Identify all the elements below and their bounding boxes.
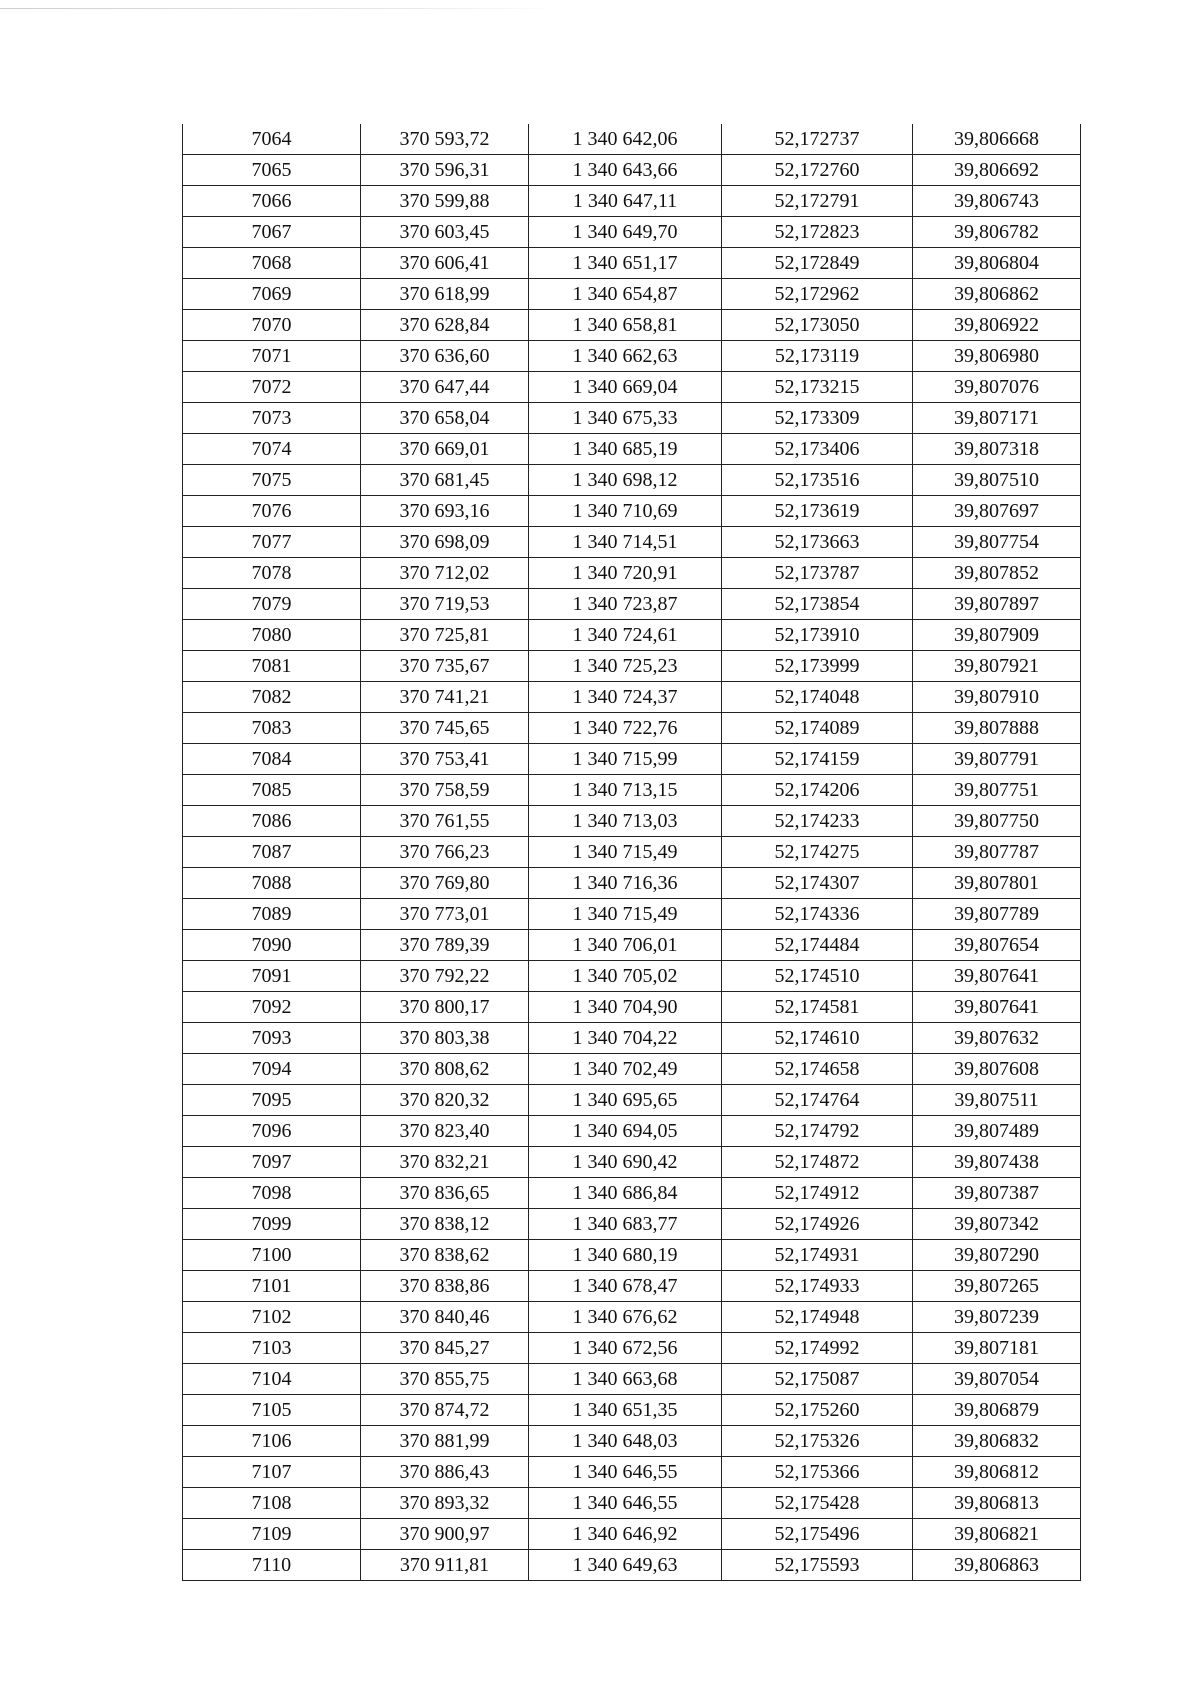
y-coordinate-cell: 1 340 706,01 xyxy=(529,930,722,961)
point-number-cell: 7092 xyxy=(183,992,361,1023)
y-coordinate-cell: 1 340 649,70 xyxy=(529,217,722,248)
longitude-cell: 39,807751 xyxy=(913,775,1081,806)
point-number-cell: 7102 xyxy=(183,1302,361,1333)
point-number-cell: 7087 xyxy=(183,837,361,868)
point-number-cell: 7077 xyxy=(183,527,361,558)
y-coordinate-cell: 1 340 715,49 xyxy=(529,837,722,868)
latitude-cell: 52,174764 xyxy=(722,1085,913,1116)
longitude-cell: 39,807054 xyxy=(913,1364,1081,1395)
x-coordinate-cell: 370 741,21 xyxy=(361,682,529,713)
point-number-cell: 7074 xyxy=(183,434,361,465)
x-coordinate-cell: 370 845,27 xyxy=(361,1333,529,1364)
table-row xyxy=(183,279,1081,310)
table-row xyxy=(183,434,1081,465)
latitude-cell: 52,175087 xyxy=(722,1364,913,1395)
y-coordinate-cell: 1 340 714,51 xyxy=(529,527,722,558)
y-coordinate-cell: 1 340 713,15 xyxy=(529,775,722,806)
point-number-cell: 7088 xyxy=(183,868,361,899)
y-coordinate-cell: 1 340 695,65 xyxy=(529,1085,722,1116)
x-coordinate-cell: 370 792,22 xyxy=(361,961,529,992)
latitude-cell: 52,173910 xyxy=(722,620,913,651)
point-number-cell: 7107 xyxy=(183,1457,361,1488)
longitude-cell: 39,807076 xyxy=(913,372,1081,403)
point-number-cell: 7101 xyxy=(183,1271,361,1302)
x-coordinate-cell: 370 808,62 xyxy=(361,1054,529,1085)
x-coordinate-cell: 370 886,43 xyxy=(361,1457,529,1488)
longitude-cell: 39,806863 xyxy=(913,1550,1081,1581)
x-coordinate-cell: 370 606,41 xyxy=(361,248,529,279)
table-row xyxy=(183,1085,1081,1116)
longitude-cell: 39,806980 xyxy=(913,341,1081,372)
scan-edge-mark xyxy=(0,8,560,9)
point-number-cell: 7097 xyxy=(183,1147,361,1178)
latitude-cell: 52,174610 xyxy=(722,1023,913,1054)
point-number-cell: 7096 xyxy=(183,1116,361,1147)
x-coordinate-cell: 370 681,45 xyxy=(361,465,529,496)
point-number-cell: 7080 xyxy=(183,620,361,651)
latitude-cell: 52,174206 xyxy=(722,775,913,806)
y-coordinate-cell: 1 340 685,19 xyxy=(529,434,722,465)
point-number-cell: 7078 xyxy=(183,558,361,589)
latitude-cell: 52,174948 xyxy=(722,1302,913,1333)
latitude-cell: 52,174233 xyxy=(722,806,913,837)
x-coordinate-cell: 370 735,67 xyxy=(361,651,529,682)
x-coordinate-cell: 370 773,01 xyxy=(361,899,529,930)
table-row xyxy=(183,651,1081,682)
longitude-cell: 39,807318 xyxy=(913,434,1081,465)
point-number-cell: 7103 xyxy=(183,1333,361,1364)
y-coordinate-cell: 1 340 676,62 xyxy=(529,1302,722,1333)
latitude-cell: 52,174933 xyxy=(722,1271,913,1302)
latitude-cell: 52,173854 xyxy=(722,589,913,620)
latitude-cell: 52,175326 xyxy=(722,1426,913,1457)
table-row xyxy=(183,775,1081,806)
latitude-cell: 52,174484 xyxy=(722,930,913,961)
longitude-cell: 39,806743 xyxy=(913,186,1081,217)
latitude-cell: 52,174926 xyxy=(722,1209,913,1240)
x-coordinate-cell: 370 803,38 xyxy=(361,1023,529,1054)
table-row xyxy=(183,1023,1081,1054)
x-coordinate-cell: 370 855,75 xyxy=(361,1364,529,1395)
x-coordinate-cell: 370 647,44 xyxy=(361,372,529,403)
x-coordinate-cell: 370 758,59 xyxy=(361,775,529,806)
table-row xyxy=(183,589,1081,620)
longitude-cell: 39,807697 xyxy=(913,496,1081,527)
longitude-cell: 39,807888 xyxy=(913,713,1081,744)
y-coordinate-cell: 1 340 658,81 xyxy=(529,310,722,341)
y-coordinate-cell: 1 340 710,69 xyxy=(529,496,722,527)
table-row xyxy=(183,620,1081,651)
y-coordinate-cell: 1 340 715,49 xyxy=(529,899,722,930)
y-coordinate-cell: 1 340 663,68 xyxy=(529,1364,722,1395)
y-coordinate-cell: 1 340 690,42 xyxy=(529,1147,722,1178)
longitude-cell: 39,807909 xyxy=(913,620,1081,651)
x-coordinate-cell: 370 761,55 xyxy=(361,806,529,837)
table-row xyxy=(183,1116,1081,1147)
table-row xyxy=(183,837,1081,868)
latitude-cell: 52,173215 xyxy=(722,372,913,403)
longitude-cell: 39,806922 xyxy=(913,310,1081,341)
table-row xyxy=(183,496,1081,527)
y-coordinate-cell: 1 340 686,84 xyxy=(529,1178,722,1209)
longitude-cell: 39,806821 xyxy=(913,1519,1081,1550)
y-coordinate-cell: 1 340 722,76 xyxy=(529,713,722,744)
y-coordinate-cell: 1 340 646,55 xyxy=(529,1457,722,1488)
table-row xyxy=(183,248,1081,279)
table-row xyxy=(183,1147,1081,1178)
y-coordinate-cell: 1 340 648,03 xyxy=(529,1426,722,1457)
table-row xyxy=(183,806,1081,837)
x-coordinate-cell: 370 800,17 xyxy=(361,992,529,1023)
point-number-cell: 7071 xyxy=(183,341,361,372)
longitude-cell: 39,807265 xyxy=(913,1271,1081,1302)
table-row xyxy=(183,1426,1081,1457)
latitude-cell: 52,174931 xyxy=(722,1240,913,1271)
y-coordinate-cell: 1 340 724,37 xyxy=(529,682,722,713)
longitude-cell: 39,806879 xyxy=(913,1395,1081,1426)
y-coordinate-cell: 1 340 683,77 xyxy=(529,1209,722,1240)
y-coordinate-cell: 1 340 680,19 xyxy=(529,1240,722,1271)
longitude-cell: 39,807290 xyxy=(913,1240,1081,1271)
x-coordinate-cell: 370 599,88 xyxy=(361,186,529,217)
x-coordinate-cell: 370 874,72 xyxy=(361,1395,529,1426)
y-coordinate-cell: 1 340 724,61 xyxy=(529,620,722,651)
table-row xyxy=(183,961,1081,992)
point-number-cell: 7083 xyxy=(183,713,361,744)
point-number-cell: 7084 xyxy=(183,744,361,775)
longitude-cell: 39,807789 xyxy=(913,899,1081,930)
point-number-cell: 7098 xyxy=(183,1178,361,1209)
longitude-cell: 39,807511 xyxy=(913,1085,1081,1116)
point-number-cell: 7104 xyxy=(183,1364,361,1395)
point-number-cell: 7073 xyxy=(183,403,361,434)
latitude-cell: 52,174275 xyxy=(722,837,913,868)
latitude-cell: 52,172849 xyxy=(722,248,913,279)
x-coordinate-cell: 370 838,62 xyxy=(361,1240,529,1271)
longitude-cell: 39,807897 xyxy=(913,589,1081,620)
x-coordinate-cell: 370 766,23 xyxy=(361,837,529,868)
latitude-cell: 52,174992 xyxy=(722,1333,913,1364)
latitude-cell: 52,175593 xyxy=(722,1550,913,1581)
point-number-cell: 7089 xyxy=(183,899,361,930)
table-row xyxy=(183,1302,1081,1333)
point-number-cell: 7094 xyxy=(183,1054,361,1085)
y-coordinate-cell: 1 340 654,87 xyxy=(529,279,722,310)
x-coordinate-cell: 370 823,40 xyxy=(361,1116,529,1147)
x-coordinate-cell: 370 753,41 xyxy=(361,744,529,775)
table-row xyxy=(183,713,1081,744)
x-coordinate-cell: 370 838,12 xyxy=(361,1209,529,1240)
y-coordinate-cell: 1 340 715,99 xyxy=(529,744,722,775)
table-row xyxy=(183,930,1081,961)
longitude-cell: 39,807921 xyxy=(913,651,1081,682)
latitude-cell: 52,175366 xyxy=(722,1457,913,1488)
table-row xyxy=(183,527,1081,558)
y-coordinate-cell: 1 340 647,11 xyxy=(529,186,722,217)
x-coordinate-cell: 370 820,32 xyxy=(361,1085,529,1116)
longitude-cell: 39,806782 xyxy=(913,217,1081,248)
latitude-cell: 52,173050 xyxy=(722,310,913,341)
point-number-cell: 7090 xyxy=(183,930,361,961)
latitude-cell: 52,174089 xyxy=(722,713,913,744)
table-row xyxy=(183,341,1081,372)
point-number-cell: 7065 xyxy=(183,155,361,186)
longitude-cell: 39,807750 xyxy=(913,806,1081,837)
table-row xyxy=(183,899,1081,930)
point-number-cell: 7099 xyxy=(183,1209,361,1240)
y-coordinate-cell: 1 340 649,63 xyxy=(529,1550,722,1581)
x-coordinate-cell: 370 911,81 xyxy=(361,1550,529,1581)
y-coordinate-cell: 1 340 705,02 xyxy=(529,961,722,992)
x-coordinate-cell: 370 745,65 xyxy=(361,713,529,744)
x-coordinate-cell: 370 693,16 xyxy=(361,496,529,527)
latitude-cell: 52,173619 xyxy=(722,496,913,527)
y-coordinate-cell: 1 340 646,55 xyxy=(529,1488,722,1519)
point-number-cell: 7064 xyxy=(183,124,361,155)
table-row xyxy=(183,1178,1081,1209)
y-coordinate-cell: 1 340 704,22 xyxy=(529,1023,722,1054)
longitude-cell: 39,807910 xyxy=(913,682,1081,713)
table-row xyxy=(183,217,1081,248)
longitude-cell: 39,807641 xyxy=(913,961,1081,992)
table-row xyxy=(183,1240,1081,1271)
longitude-cell: 39,806812 xyxy=(913,1457,1081,1488)
table-row xyxy=(183,1333,1081,1364)
longitude-cell: 39,807342 xyxy=(913,1209,1081,1240)
y-coordinate-cell: 1 340 646,92 xyxy=(529,1519,722,1550)
latitude-cell: 52,174658 xyxy=(722,1054,913,1085)
point-number-cell: 7068 xyxy=(183,248,361,279)
longitude-cell: 39,807754 xyxy=(913,527,1081,558)
point-number-cell: 7085 xyxy=(183,775,361,806)
longitude-cell: 39,807852 xyxy=(913,558,1081,589)
y-coordinate-cell: 1 340 704,90 xyxy=(529,992,722,1023)
longitude-cell: 39,807387 xyxy=(913,1178,1081,1209)
x-coordinate-cell: 370 618,99 xyxy=(361,279,529,310)
table-row xyxy=(183,372,1081,403)
y-coordinate-cell: 1 340 725,23 xyxy=(529,651,722,682)
x-coordinate-cell: 370 719,53 xyxy=(361,589,529,620)
latitude-cell: 52,173663 xyxy=(722,527,913,558)
y-coordinate-cell: 1 340 675,33 xyxy=(529,403,722,434)
y-coordinate-cell: 1 340 720,91 xyxy=(529,558,722,589)
y-coordinate-cell: 1 340 662,63 xyxy=(529,341,722,372)
point-number-cell: 7072 xyxy=(183,372,361,403)
y-coordinate-cell: 1 340 642,06 xyxy=(529,124,722,155)
point-number-cell: 7091 xyxy=(183,961,361,992)
y-coordinate-cell: 1 340 651,17 xyxy=(529,248,722,279)
longitude-cell: 39,807641 xyxy=(913,992,1081,1023)
longitude-cell: 39,806668 xyxy=(913,124,1081,155)
latitude-cell: 52,172962 xyxy=(722,279,913,310)
point-number-cell: 7082 xyxy=(183,682,361,713)
x-coordinate-cell: 370 840,46 xyxy=(361,1302,529,1333)
coordinates-table-body xyxy=(183,124,1081,1581)
table-row xyxy=(183,682,1081,713)
x-coordinate-cell: 370 636,60 xyxy=(361,341,529,372)
x-coordinate-cell: 370 603,45 xyxy=(361,217,529,248)
point-number-cell: 7106 xyxy=(183,1426,361,1457)
point-number-cell: 7095 xyxy=(183,1085,361,1116)
x-coordinate-cell: 370 881,99 xyxy=(361,1426,529,1457)
point-number-cell: 7108 xyxy=(183,1488,361,1519)
y-coordinate-cell: 1 340 723,87 xyxy=(529,589,722,620)
latitude-cell: 52,172791 xyxy=(722,186,913,217)
latitude-cell: 52,174792 xyxy=(722,1116,913,1147)
latitude-cell: 52,172737 xyxy=(722,124,913,155)
point-number-cell: 7075 xyxy=(183,465,361,496)
latitude-cell: 52,174510 xyxy=(722,961,913,992)
y-coordinate-cell: 1 340 713,03 xyxy=(529,806,722,837)
latitude-cell: 52,173787 xyxy=(722,558,913,589)
longitude-cell: 39,806692 xyxy=(913,155,1081,186)
x-coordinate-cell: 370 628,84 xyxy=(361,310,529,341)
point-number-cell: 7109 xyxy=(183,1519,361,1550)
table-row xyxy=(183,744,1081,775)
table-row xyxy=(183,1519,1081,1550)
latitude-cell: 52,173999 xyxy=(722,651,913,682)
y-coordinate-cell: 1 340 698,12 xyxy=(529,465,722,496)
coordinates-table xyxy=(182,124,1081,1581)
latitude-cell: 52,172823 xyxy=(722,217,913,248)
latitude-cell: 52,174048 xyxy=(722,682,913,713)
longitude-cell: 39,807791 xyxy=(913,744,1081,775)
table-row xyxy=(183,1457,1081,1488)
longitude-cell: 39,807510 xyxy=(913,465,1081,496)
table-row xyxy=(183,1395,1081,1426)
x-coordinate-cell: 370 725,81 xyxy=(361,620,529,651)
x-coordinate-cell: 370 596,31 xyxy=(361,155,529,186)
point-number-cell: 7066 xyxy=(183,186,361,217)
x-coordinate-cell: 370 900,97 xyxy=(361,1519,529,1550)
longitude-cell: 39,807801 xyxy=(913,868,1081,899)
latitude-cell: 52,175260 xyxy=(722,1395,913,1426)
longitude-cell: 39,806813 xyxy=(913,1488,1081,1519)
table-row xyxy=(183,465,1081,496)
table-row xyxy=(183,155,1081,186)
latitude-cell: 52,174872 xyxy=(722,1147,913,1178)
longitude-cell: 39,807489 xyxy=(913,1116,1081,1147)
point-number-cell: 7086 xyxy=(183,806,361,837)
y-coordinate-cell: 1 340 651,35 xyxy=(529,1395,722,1426)
y-coordinate-cell: 1 340 694,05 xyxy=(529,1116,722,1147)
point-number-cell: 7110 xyxy=(183,1550,361,1581)
y-coordinate-cell: 1 340 643,66 xyxy=(529,155,722,186)
longitude-cell: 39,806862 xyxy=(913,279,1081,310)
latitude-cell: 52,175428 xyxy=(722,1488,913,1519)
x-coordinate-cell: 370 893,32 xyxy=(361,1488,529,1519)
longitude-cell: 39,807239 xyxy=(913,1302,1081,1333)
table-row xyxy=(183,1488,1081,1519)
table-row xyxy=(183,124,1081,155)
latitude-cell: 52,175496 xyxy=(722,1519,913,1550)
latitude-cell: 52,173119 xyxy=(722,341,913,372)
x-coordinate-cell: 370 838,86 xyxy=(361,1271,529,1302)
longitude-cell: 39,807632 xyxy=(913,1023,1081,1054)
table-row xyxy=(183,992,1081,1023)
longitude-cell: 39,806832 xyxy=(913,1426,1081,1457)
x-coordinate-cell: 370 712,02 xyxy=(361,558,529,589)
y-coordinate-cell: 1 340 678,47 xyxy=(529,1271,722,1302)
table-row xyxy=(183,1364,1081,1395)
point-number-cell: 7076 xyxy=(183,496,361,527)
latitude-cell: 52,174307 xyxy=(722,868,913,899)
point-number-cell: 7081 xyxy=(183,651,361,682)
table-row xyxy=(183,868,1081,899)
point-number-cell: 7069 xyxy=(183,279,361,310)
x-coordinate-cell: 370 789,39 xyxy=(361,930,529,961)
latitude-cell: 52,174581 xyxy=(722,992,913,1023)
table-row xyxy=(183,558,1081,589)
longitude-cell: 39,807654 xyxy=(913,930,1081,961)
x-coordinate-cell: 370 593,72 xyxy=(361,124,529,155)
table-row xyxy=(183,403,1081,434)
x-coordinate-cell: 370 769,80 xyxy=(361,868,529,899)
latitude-cell: 52,172760 xyxy=(722,155,913,186)
y-coordinate-cell: 1 340 716,36 xyxy=(529,868,722,899)
y-coordinate-cell: 1 340 672,56 xyxy=(529,1333,722,1364)
longitude-cell: 39,807608 xyxy=(913,1054,1081,1085)
x-coordinate-cell: 370 836,65 xyxy=(361,1178,529,1209)
point-number-cell: 7067 xyxy=(183,217,361,248)
y-coordinate-cell: 1 340 669,04 xyxy=(529,372,722,403)
longitude-cell: 39,807171 xyxy=(913,403,1081,434)
longitude-cell: 39,807787 xyxy=(913,837,1081,868)
point-number-cell: 7093 xyxy=(183,1023,361,1054)
latitude-cell: 52,173406 xyxy=(722,434,913,465)
longitude-cell: 39,806804 xyxy=(913,248,1081,279)
table-row xyxy=(183,1550,1081,1581)
latitude-cell: 52,173516 xyxy=(722,465,913,496)
x-coordinate-cell: 370 658,04 xyxy=(361,403,529,434)
point-number-cell: 7070 xyxy=(183,310,361,341)
table-row xyxy=(183,1271,1081,1302)
point-number-cell: 7079 xyxy=(183,589,361,620)
table-row xyxy=(183,1209,1081,1240)
latitude-cell: 52,174912 xyxy=(722,1178,913,1209)
point-number-cell: 7105 xyxy=(183,1395,361,1426)
x-coordinate-cell: 370 698,09 xyxy=(361,527,529,558)
latitude-cell: 52,174336 xyxy=(722,899,913,930)
table-row xyxy=(183,186,1081,217)
table-row xyxy=(183,1054,1081,1085)
x-coordinate-cell: 370 669,01 xyxy=(361,434,529,465)
longitude-cell: 39,807181 xyxy=(913,1333,1081,1364)
point-number-cell: 7100 xyxy=(183,1240,361,1271)
y-coordinate-cell: 1 340 702,49 xyxy=(529,1054,722,1085)
latitude-cell: 52,173309 xyxy=(722,403,913,434)
table-row xyxy=(183,310,1081,341)
x-coordinate-cell: 370 832,21 xyxy=(361,1147,529,1178)
longitude-cell: 39,807438 xyxy=(913,1147,1081,1178)
latitude-cell: 52,174159 xyxy=(722,744,913,775)
